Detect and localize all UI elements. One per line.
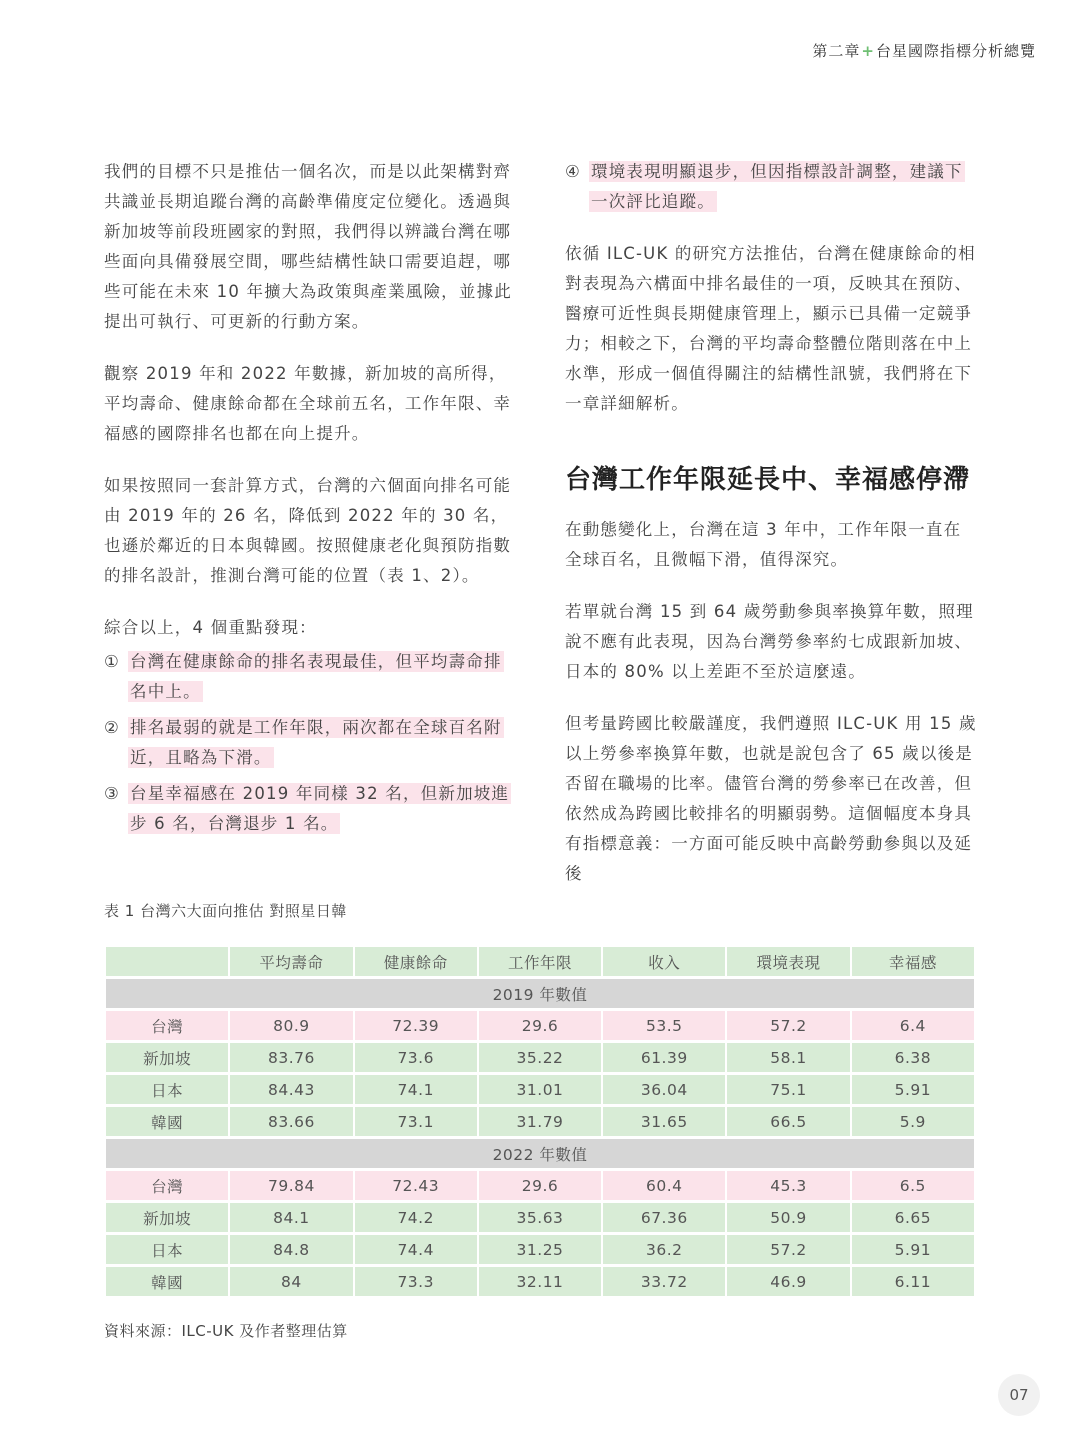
value-cell: 74.1 <box>355 1075 477 1104</box>
finding-number: ② <box>104 718 120 737</box>
year-section-row <box>106 979 974 1008</box>
value-cell: 29.6 <box>479 1171 601 1200</box>
value-cell: 84.8 <box>230 1235 352 1264</box>
plus-separator-icon: + <box>861 42 875 60</box>
value-cell: 33.72 <box>603 1267 725 1296</box>
paragraph-comparison: 但考量跨國比較嚴謹度，我們遵照 ILC-UK 用 15 歲以上勞參率換算年數，也就是說包含了 65 歲以後是否留在職場的比率。儘管台灣的勞參率已在改善，但依然成為跨國比較排名的明顯弱勢。這個幅度本身具有指標意義：一方面可能反映中高齡勞動參與以及延後 <box>565 714 977 883</box>
value-cell: 6.38 <box>852 1043 974 1072</box>
country-cell: 新加坡 <box>106 1203 228 1232</box>
column-header: 收入 <box>603 947 725 976</box>
finding-item <box>104 713 516 773</box>
country-cell: 日本 <box>106 1075 228 1104</box>
value-cell: 83.66 <box>230 1107 352 1136</box>
value-cell: 5.91 <box>852 1075 974 1104</box>
column-header: 工作年限 <box>479 947 601 976</box>
value-cell: 45.3 <box>727 1171 849 1200</box>
value-cell: 5.91 <box>852 1235 974 1264</box>
value-cell: 6.65 <box>852 1203 974 1232</box>
value-cell: 57.2 <box>727 1235 849 1264</box>
value-cell: 35.22 <box>479 1043 601 1072</box>
column-header: 平均壽命 <box>230 947 352 976</box>
value-cell: 36.04 <box>603 1075 725 1104</box>
finding-number: ③ <box>104 784 120 803</box>
chapter-title: 台星國際指標分析總覽 <box>875 42 1036 60</box>
value-cell: 31.65 <box>603 1107 725 1136</box>
year-label: 2022 年數值 <box>106 1139 974 1168</box>
column-header: 健康餘命 <box>355 947 477 976</box>
finding-number: ① <box>104 652 120 671</box>
value-cell: 32.11 <box>479 1267 601 1296</box>
value-cell: 74.4 <box>355 1235 477 1264</box>
finding-text: 台星幸福感在 2019 年同樣 32 名，但新加坡進步 6 名，台灣退步 1 名。 <box>130 784 510 833</box>
column-header: 環境表現 <box>727 947 849 976</box>
paragraph-labor-rate: 若單就台灣 15 到 64 歲勞動參與率換算年數，照理說不應有此表現，因為台灣勞參率約七成跟新加坡、日本的 80% 以上差距不至於這麼遠。 <box>565 602 974 681</box>
finding-item <box>104 779 516 839</box>
paragraph-dynamics: 在動態變化上，台灣在這 3 年中，工作年限一直在全球百名，且微幅下滑，值得深究。 <box>565 520 962 569</box>
findings-intro: 綜合以上，4 個重點發現： <box>104 618 317 637</box>
column-header: 幸福感 <box>852 947 974 976</box>
paragraph-taiwan-rank: 如果按照同一套計算方式，台灣的六個面向排名可能由 2019 年的 26 名，降低到 2022 年的 30 名，也遜於鄰近的日本與韓國。按照健康老化與預防指數的排名設計，推測台灣可能的位置（表 1、2）。 <box>104 476 512 585</box>
table-row <box>106 1011 974 1040</box>
value-cell: 73.3 <box>355 1267 477 1296</box>
table-source: 資料來源：ILC-UK 及作者整理估算 <box>104 1322 348 1340</box>
year-section-row <box>106 1139 974 1168</box>
value-cell: 74.2 <box>355 1203 477 1232</box>
column-header <box>106 947 228 976</box>
country-cell: 韓國 <box>106 1107 228 1136</box>
finding-item <box>104 647 516 707</box>
table-row <box>106 1203 974 1232</box>
table-row <box>106 1235 974 1264</box>
table-row <box>106 1107 974 1136</box>
value-cell: 80.9 <box>230 1011 352 1040</box>
table-header-row <box>106 947 974 976</box>
value-cell: 50.9 <box>727 1203 849 1232</box>
value-cell: 35.63 <box>479 1203 601 1232</box>
value-cell: 72.43 <box>355 1171 477 1200</box>
running-header <box>812 40 1036 61</box>
value-cell: 6.4 <box>852 1011 974 1040</box>
value-cell: 60.4 <box>603 1171 725 1200</box>
value-cell: 58.1 <box>727 1043 849 1072</box>
value-cell: 84.1 <box>230 1203 352 1232</box>
value-cell: 31.79 <box>479 1107 601 1136</box>
section-heading: 台灣工作年限延長中、幸福感停滯 <box>565 465 971 495</box>
value-cell: 84.43 <box>230 1075 352 1104</box>
comparison-table <box>104 944 976 1299</box>
finding-text: 排名最弱的就是工作年限，兩次都在全球百名附近，且略為下滑。 <box>130 718 502 767</box>
value-cell: 57.2 <box>727 1011 849 1040</box>
value-cell: 73.6 <box>355 1043 477 1072</box>
finding-text: 環境表現明顯退步，但因指標設計調整，建議下一次評比追蹤。 <box>591 162 963 211</box>
value-cell: 46.9 <box>727 1267 849 1296</box>
paragraph-method: 依循 ILC-UK 的研究方法推估，台灣在健康餘命的相對表現為六構面中排名最佳的一項，反映其在預防、醫療可近性與長期健康管理上，顯示已具備一定競爭力；相較之下，台灣的平均壽命整體位階則落在中上水準，形成一個值得關注的結構性訊號，我們將在下一章詳細解析。 <box>565 244 976 413</box>
finding-text: 台灣在健康餘命的排名表現最佳，但平均壽命排名中上。 <box>130 652 502 701</box>
value-cell: 66.5 <box>727 1107 849 1136</box>
value-cell: 29.6 <box>479 1011 601 1040</box>
value-cell: 67.36 <box>603 1203 725 1232</box>
value-cell: 31.01 <box>479 1075 601 1104</box>
value-cell: 73.1 <box>355 1107 477 1136</box>
value-cell: 6.5 <box>852 1171 974 1200</box>
page-number: 07 <box>998 1374 1040 1416</box>
value-cell: 53.5 <box>603 1011 725 1040</box>
left-column <box>104 157 516 845</box>
chapter-label: 第二章 <box>812 42 861 60</box>
value-cell: 31.25 <box>479 1235 601 1264</box>
finding-item <box>565 157 977 217</box>
value-cell: 6.11 <box>852 1267 974 1296</box>
value-cell: 75.1 <box>727 1075 849 1104</box>
table-caption: 表 1 台灣六大面向推估 對照星日韓 <box>104 902 347 920</box>
year-label: 2019 年數值 <box>106 979 974 1008</box>
country-cell: 台灣 <box>106 1171 228 1200</box>
table-row <box>106 1171 974 1200</box>
finding-number: ④ <box>565 162 581 181</box>
value-cell: 72.39 <box>355 1011 477 1040</box>
value-cell: 36.2 <box>603 1235 725 1264</box>
table-row <box>106 1075 974 1104</box>
table-row <box>106 1043 974 1072</box>
paragraph-observation: 觀察 2019 年和 2022 年數據，新加坡的高所得，平均壽命、健康餘命都在全球前五名，工作年限、幸福感的國際排名也都在向上提升。 <box>104 364 512 443</box>
country-cell: 台灣 <box>106 1011 228 1040</box>
value-cell: 5.9 <box>852 1107 974 1136</box>
value-cell: 84 <box>230 1267 352 1296</box>
value-cell: 61.39 <box>603 1043 725 1072</box>
country-cell: 日本 <box>106 1235 228 1264</box>
right-column <box>565 157 977 911</box>
country-cell: 新加坡 <box>106 1043 228 1072</box>
country-cell: 韓國 <box>106 1267 228 1296</box>
paragraph-goal: 我們的目標不只是推估一個名次，而是以此架構對齊共識並長期追蹤台灣的高齡準備度定位變化。透過與新加坡等前段班國家的對照，我們得以辨識台灣在哪些面向具備發展空間，哪些結構性缺口需要追趕，哪些可能在未來 10 年擴大為政策與產業風險，並據此提出可執行、可更新的行動方案。 <box>104 162 512 331</box>
table-row <box>106 1267 974 1296</box>
value-cell: 83.76 <box>230 1043 352 1072</box>
value-cell: 79.84 <box>230 1171 352 1200</box>
